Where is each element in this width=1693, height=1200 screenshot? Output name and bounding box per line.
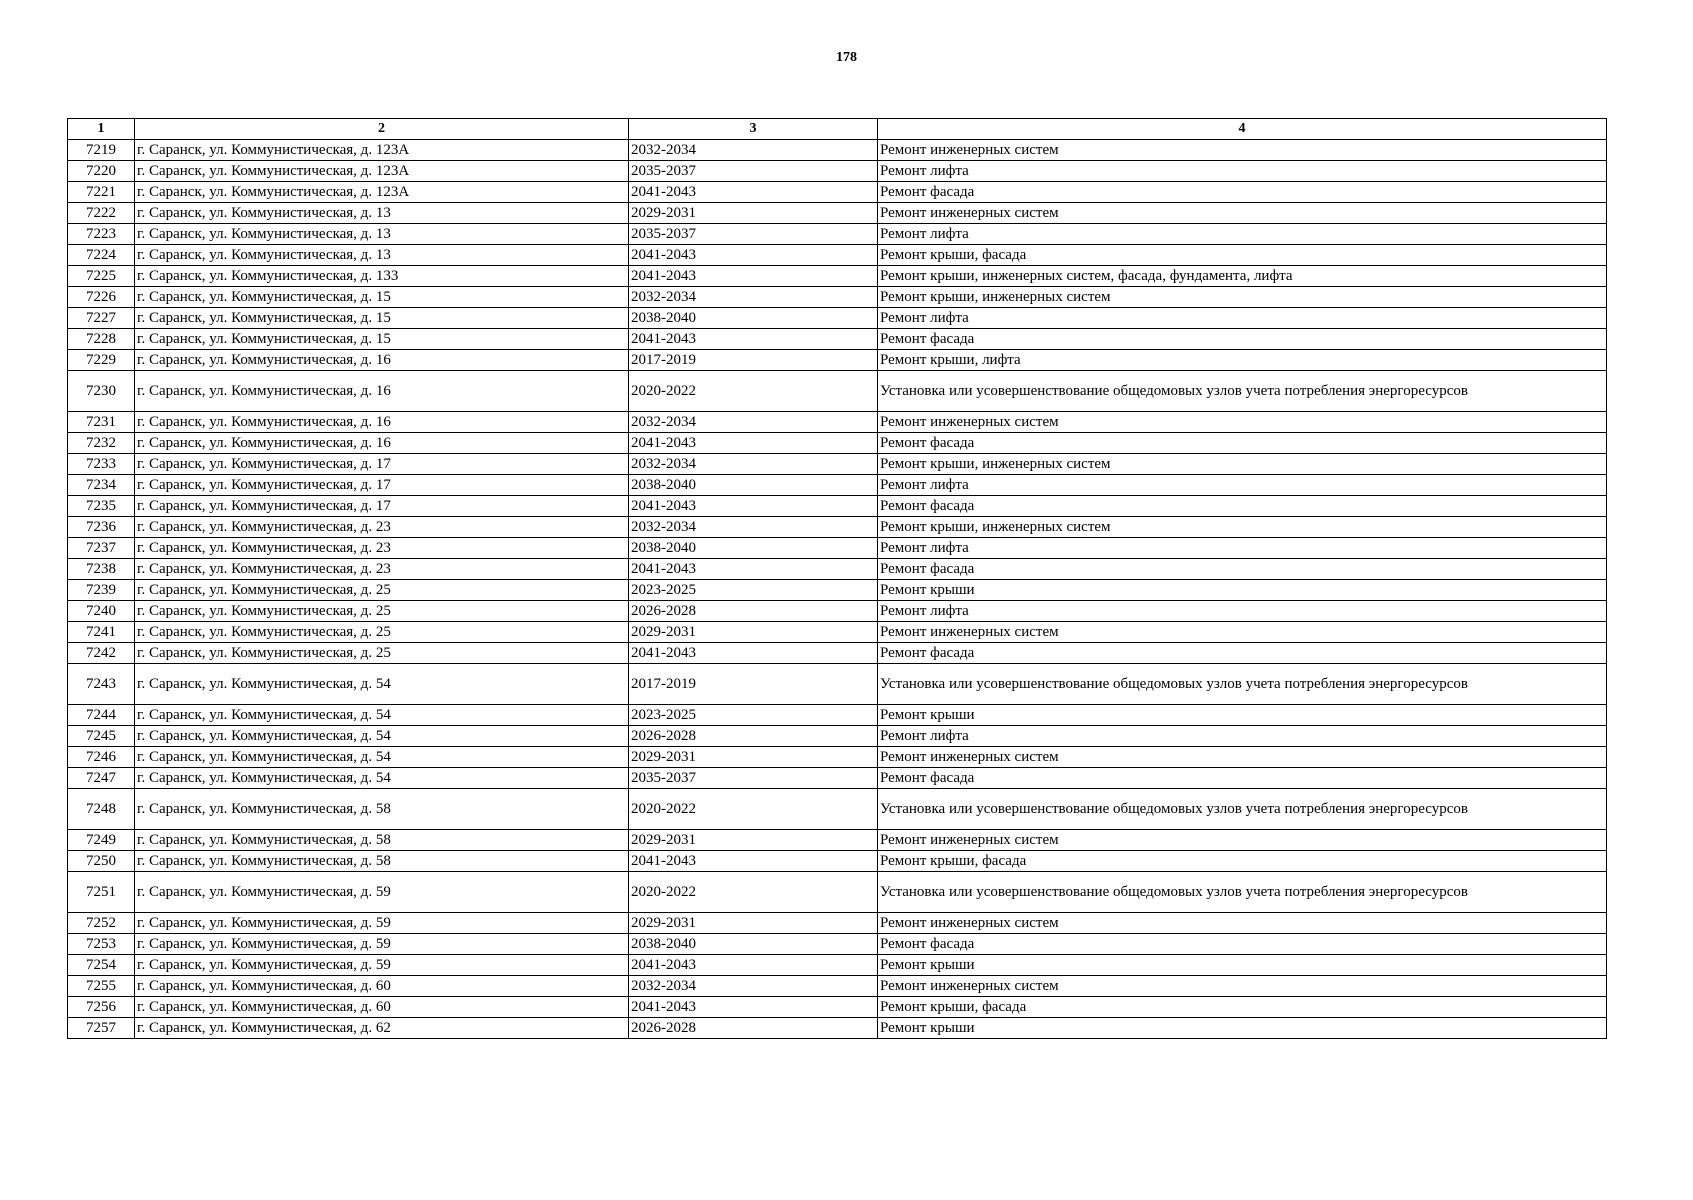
- period-cell: 2041-2043: [629, 245, 878, 266]
- address-cell: г. Саранск, ул. Коммунистическая, д. 58: [135, 789, 629, 830]
- work-type-cell: Ремонт лифта: [878, 475, 1607, 496]
- table-row: [68, 955, 1607, 976]
- table-row: [68, 308, 1607, 329]
- address-cell: г. Саранск, ул. Коммунистическая, д. 123А: [135, 140, 629, 161]
- work-type-cell: Ремонт инженерных систем: [878, 747, 1607, 768]
- row-number-cell: 7235: [68, 496, 135, 517]
- row-number-cell: 7242: [68, 643, 135, 664]
- work-type-cell: Установка или усовершенствование общедомовых узлов учета потребления энергоресурсов: [878, 872, 1607, 913]
- row-number-cell: 7247: [68, 768, 135, 789]
- address-cell: г. Саранск, ул. Коммунистическая, д. 15: [135, 329, 629, 350]
- period-cell: 2017-2019: [629, 664, 878, 705]
- work-type-cell: Ремонт инженерных систем: [878, 412, 1607, 433]
- table-body: [68, 140, 1607, 1039]
- row-number-cell: 7222: [68, 203, 135, 224]
- period-cell: 2041-2043: [629, 266, 878, 287]
- column-header-address: 2: [135, 119, 629, 140]
- address-cell: г. Саранск, ул. Коммунистическая, д. 13: [135, 245, 629, 266]
- work-type-cell: Ремонт фасада: [878, 768, 1607, 789]
- work-type-cell: Ремонт фасада: [878, 643, 1607, 664]
- work-type-cell: Установка или усовершенствование общедомовых узлов учета потребления энергоресурсов: [878, 664, 1607, 705]
- table-row: [68, 580, 1607, 601]
- address-cell: г. Саранск, ул. Коммунистическая, д. 60: [135, 976, 629, 997]
- work-type-cell: Ремонт инженерных систем: [878, 140, 1607, 161]
- row-number-cell: 7241: [68, 622, 135, 643]
- row-number-cell: 7228: [68, 329, 135, 350]
- row-number-cell: 7230: [68, 371, 135, 412]
- row-number-cell: 7252: [68, 913, 135, 934]
- row-number-cell: 7248: [68, 789, 135, 830]
- work-type-cell: Ремонт лифта: [878, 601, 1607, 622]
- period-cell: 2041-2043: [629, 496, 878, 517]
- table-row: [68, 224, 1607, 245]
- table-row: [68, 245, 1607, 266]
- table-row: [68, 517, 1607, 538]
- period-cell: 2020-2022: [629, 872, 878, 913]
- table-row: [68, 371, 1607, 412]
- row-number-cell: 7254: [68, 955, 135, 976]
- period-cell: 2029-2031: [629, 622, 878, 643]
- table-row: [68, 664, 1607, 705]
- table-row: [68, 705, 1607, 726]
- period-cell: 2032-2034: [629, 140, 878, 161]
- work-type-cell: Ремонт крыши, фасада: [878, 245, 1607, 266]
- table-row: [68, 559, 1607, 580]
- period-cell: 2041-2043: [629, 559, 878, 580]
- work-type-cell: Ремонт крыши, инженерных систем, фасада, фундамента, лифта: [878, 266, 1607, 287]
- period-cell: 2035-2037: [629, 161, 878, 182]
- row-number-cell: 7226: [68, 287, 135, 308]
- address-cell: г. Саранск, ул. Коммунистическая, д. 25: [135, 643, 629, 664]
- row-number-cell: 7240: [68, 601, 135, 622]
- column-header-period: 3: [629, 119, 878, 140]
- row-number-cell: 7231: [68, 412, 135, 433]
- work-type-cell: Ремонт крыши, лифта: [878, 350, 1607, 371]
- period-cell: 2035-2037: [629, 224, 878, 245]
- column-header-work: 4: [878, 119, 1607, 140]
- address-cell: г. Саранск, ул. Коммунистическая, д. 58: [135, 830, 629, 851]
- row-number-cell: 7219: [68, 140, 135, 161]
- address-cell: г. Саранск, ул. Коммунистическая, д. 54: [135, 747, 629, 768]
- row-number-cell: 7233: [68, 454, 135, 475]
- table-row: [68, 475, 1607, 496]
- address-cell: г. Саранск, ул. Коммунистическая, д. 133: [135, 266, 629, 287]
- table-row: [68, 287, 1607, 308]
- table-row: [68, 350, 1607, 371]
- table-row: [68, 747, 1607, 768]
- address-cell: г. Саранск, ул. Коммунистическая, д. 13: [135, 224, 629, 245]
- work-type-cell: Ремонт фасада: [878, 433, 1607, 454]
- address-cell: г. Саранск, ул. Коммунистическая, д. 58: [135, 851, 629, 872]
- address-cell: г. Саранск, ул. Коммунистическая, д. 17: [135, 496, 629, 517]
- address-cell: г. Саранск, ул. Коммунистическая, д. 16: [135, 412, 629, 433]
- row-number-cell: 7236: [68, 517, 135, 538]
- row-number-cell: 7224: [68, 245, 135, 266]
- work-type-cell: Ремонт лифта: [878, 726, 1607, 747]
- period-cell: 2026-2028: [629, 726, 878, 747]
- period-cell: 2041-2043: [629, 997, 878, 1018]
- table-row: [68, 329, 1607, 350]
- period-cell: 2026-2028: [629, 1018, 878, 1039]
- period-cell: 2041-2043: [629, 851, 878, 872]
- row-number-cell: 7246: [68, 747, 135, 768]
- address-cell: г. Саранск, ул. Коммунистическая, д. 23: [135, 517, 629, 538]
- work-type-cell: Ремонт фасада: [878, 496, 1607, 517]
- table-row: [68, 140, 1607, 161]
- period-cell: 2032-2034: [629, 517, 878, 538]
- work-type-cell: Ремонт инженерных систем: [878, 913, 1607, 934]
- table-row: [68, 203, 1607, 224]
- table-row: [68, 454, 1607, 475]
- table-row: [68, 412, 1607, 433]
- table-row: [68, 496, 1607, 517]
- period-cell: 2020-2022: [629, 789, 878, 830]
- row-number-cell: 7249: [68, 830, 135, 851]
- page-number: 178: [836, 50, 857, 65]
- row-number-cell: 7257: [68, 1018, 135, 1039]
- period-cell: 2017-2019: [629, 350, 878, 371]
- column-header-number: 1: [68, 119, 135, 140]
- period-cell: 2041-2043: [629, 955, 878, 976]
- work-type-cell: Ремонт инженерных систем: [878, 203, 1607, 224]
- work-type-cell: Ремонт крыши, инженерных систем: [878, 517, 1607, 538]
- period-cell: 2041-2043: [629, 433, 878, 454]
- address-cell: г. Саранск, ул. Коммунистическая, д. 60: [135, 997, 629, 1018]
- row-number-cell: 7234: [68, 475, 135, 496]
- period-cell: 2032-2034: [629, 454, 878, 475]
- address-cell: г. Саранск, ул. Коммунистическая, д. 54: [135, 664, 629, 705]
- period-cell: 2029-2031: [629, 747, 878, 768]
- table-row: [68, 433, 1607, 454]
- address-cell: г. Саранск, ул. Коммунистическая, д. 17: [135, 454, 629, 475]
- table-row: [68, 976, 1607, 997]
- period-cell: 2020-2022: [629, 371, 878, 412]
- row-number-cell: 7223: [68, 224, 135, 245]
- period-cell: 2041-2043: [629, 329, 878, 350]
- period-cell: 2038-2040: [629, 934, 878, 955]
- work-type-cell: Ремонт фасада: [878, 559, 1607, 580]
- table-row: [68, 997, 1607, 1018]
- row-number-cell: 7251: [68, 872, 135, 913]
- row-number-cell: 7227: [68, 308, 135, 329]
- address-cell: г. Саранск, ул. Коммунистическая, д. 123А: [135, 182, 629, 203]
- row-number-cell: 7239: [68, 580, 135, 601]
- work-type-cell: Ремонт фасада: [878, 182, 1607, 203]
- period-cell: 2029-2031: [629, 830, 878, 851]
- work-type-cell: Ремонт лифта: [878, 308, 1607, 329]
- work-type-cell: Ремонт крыши, инженерных систем: [878, 287, 1607, 308]
- row-number-cell: 7229: [68, 350, 135, 371]
- address-cell: г. Саранск, ул. Коммунистическая, д. 54: [135, 726, 629, 747]
- table-row: [68, 601, 1607, 622]
- address-cell: г. Саранск, ул. Коммунистическая, д. 62: [135, 1018, 629, 1039]
- work-type-cell: Ремонт инженерных систем: [878, 622, 1607, 643]
- address-cell: г. Саранск, ул. Коммунистическая, д. 17: [135, 475, 629, 496]
- work-type-cell: Ремонт лифта: [878, 161, 1607, 182]
- work-type-cell: Ремонт крыши, фасада: [878, 997, 1607, 1018]
- table-row: [68, 182, 1607, 203]
- period-cell: 2032-2034: [629, 412, 878, 433]
- table-header-row: [68, 119, 1607, 140]
- work-type-cell: Ремонт крыши: [878, 955, 1607, 976]
- row-number-cell: 7256: [68, 997, 135, 1018]
- period-cell: 2029-2031: [629, 913, 878, 934]
- table-row: [68, 934, 1607, 955]
- period-cell: 2038-2040: [629, 308, 878, 329]
- address-cell: г. Саранск, ул. Коммунистическая, д. 25: [135, 580, 629, 601]
- address-cell: г. Саранск, ул. Коммунистическая, д. 16: [135, 371, 629, 412]
- address-cell: г. Саранск, ул. Коммунистическая, д. 16: [135, 350, 629, 371]
- row-number-cell: 7225: [68, 266, 135, 287]
- period-cell: 2041-2043: [629, 643, 878, 664]
- row-number-cell: 7244: [68, 705, 135, 726]
- row-number-cell: 7253: [68, 934, 135, 955]
- address-cell: г. Саранск, ул. Коммунистическая, д. 59: [135, 955, 629, 976]
- work-type-cell: Ремонт инженерных систем: [878, 976, 1607, 997]
- work-type-cell: Ремонт инженерных систем: [878, 830, 1607, 851]
- row-number-cell: 7238: [68, 559, 135, 580]
- address-cell: г. Саранск, ул. Коммунистическая, д. 54: [135, 705, 629, 726]
- table-row: [68, 768, 1607, 789]
- address-cell: г. Саранск, ул. Коммунистическая, д. 59: [135, 872, 629, 913]
- period-cell: 2032-2034: [629, 287, 878, 308]
- table-row: [68, 266, 1607, 287]
- row-number-cell: 7232: [68, 433, 135, 454]
- address-cell: г. Саранск, ул. Коммунистическая, д. 16: [135, 433, 629, 454]
- address-cell: г. Саранск, ул. Коммунистическая, д. 54: [135, 768, 629, 789]
- table-row: [68, 622, 1607, 643]
- table-row: [68, 1018, 1607, 1039]
- work-type-cell: Ремонт крыши: [878, 705, 1607, 726]
- period-cell: 2023-2025: [629, 705, 878, 726]
- address-cell: г. Саранск, ул. Коммунистическая, д. 23: [135, 538, 629, 559]
- address-cell: г. Саранск, ул. Коммунистическая, д. 59: [135, 934, 629, 955]
- table-row: [68, 643, 1607, 664]
- row-number-cell: 7221: [68, 182, 135, 203]
- table-row: [68, 872, 1607, 913]
- period-cell: 2032-2034: [629, 976, 878, 997]
- address-cell: г. Саранск, ул. Коммунистическая, д. 25: [135, 622, 629, 643]
- work-type-cell: Ремонт лифта: [878, 538, 1607, 559]
- period-cell: 2035-2037: [629, 768, 878, 789]
- address-cell: г. Саранск, ул. Коммунистическая, д. 15: [135, 287, 629, 308]
- row-number-cell: 7237: [68, 538, 135, 559]
- period-cell: 2029-2031: [629, 203, 878, 224]
- table-row: [68, 726, 1607, 747]
- work-type-cell: Ремонт фасада: [878, 934, 1607, 955]
- table-row: [68, 161, 1607, 182]
- period-cell: 2038-2040: [629, 538, 878, 559]
- work-type-cell: Установка или усовершенствование общедомовых узлов учета потребления энергоресурсов: [878, 371, 1607, 412]
- row-number-cell: 7220: [68, 161, 135, 182]
- period-cell: 2023-2025: [629, 580, 878, 601]
- table-row: [68, 913, 1607, 934]
- table-row: [68, 830, 1607, 851]
- work-type-cell: Ремонт крыши, инженерных систем: [878, 454, 1607, 475]
- work-type-cell: Ремонт фасада: [878, 329, 1607, 350]
- row-number-cell: 7255: [68, 976, 135, 997]
- row-number-cell: 7250: [68, 851, 135, 872]
- address-cell: г. Саранск, ул. Коммунистическая, д. 13: [135, 203, 629, 224]
- work-type-cell: Ремонт крыши: [878, 580, 1607, 601]
- period-cell: 2026-2028: [629, 601, 878, 622]
- address-cell: г. Саранск, ул. Коммунистическая, д. 23: [135, 559, 629, 580]
- table-row: [68, 789, 1607, 830]
- table-row: [68, 851, 1607, 872]
- row-number-cell: 7243: [68, 664, 135, 705]
- table-row: [68, 538, 1607, 559]
- work-type-cell: Ремонт лифта: [878, 224, 1607, 245]
- address-cell: г. Саранск, ул. Коммунистическая, д. 15: [135, 308, 629, 329]
- row-number-cell: 7245: [68, 726, 135, 747]
- period-cell: 2041-2043: [629, 182, 878, 203]
- address-cell: г. Саранск, ул. Коммунистическая, д. 59: [135, 913, 629, 934]
- address-cell: г. Саранск, ул. Коммунистическая, д. 25: [135, 601, 629, 622]
- period-cell: 2038-2040: [629, 475, 878, 496]
- address-cell: г. Саранск, ул. Коммунистическая, д. 123А: [135, 161, 629, 182]
- repair-schedule-table: [67, 118, 1607, 1039]
- work-type-cell: Установка или усовершенствование общедомовых узлов учета потребления энергоресурсов: [878, 789, 1607, 830]
- work-type-cell: Ремонт крыши: [878, 1018, 1607, 1039]
- work-type-cell: Ремонт крыши, фасада: [878, 851, 1607, 872]
